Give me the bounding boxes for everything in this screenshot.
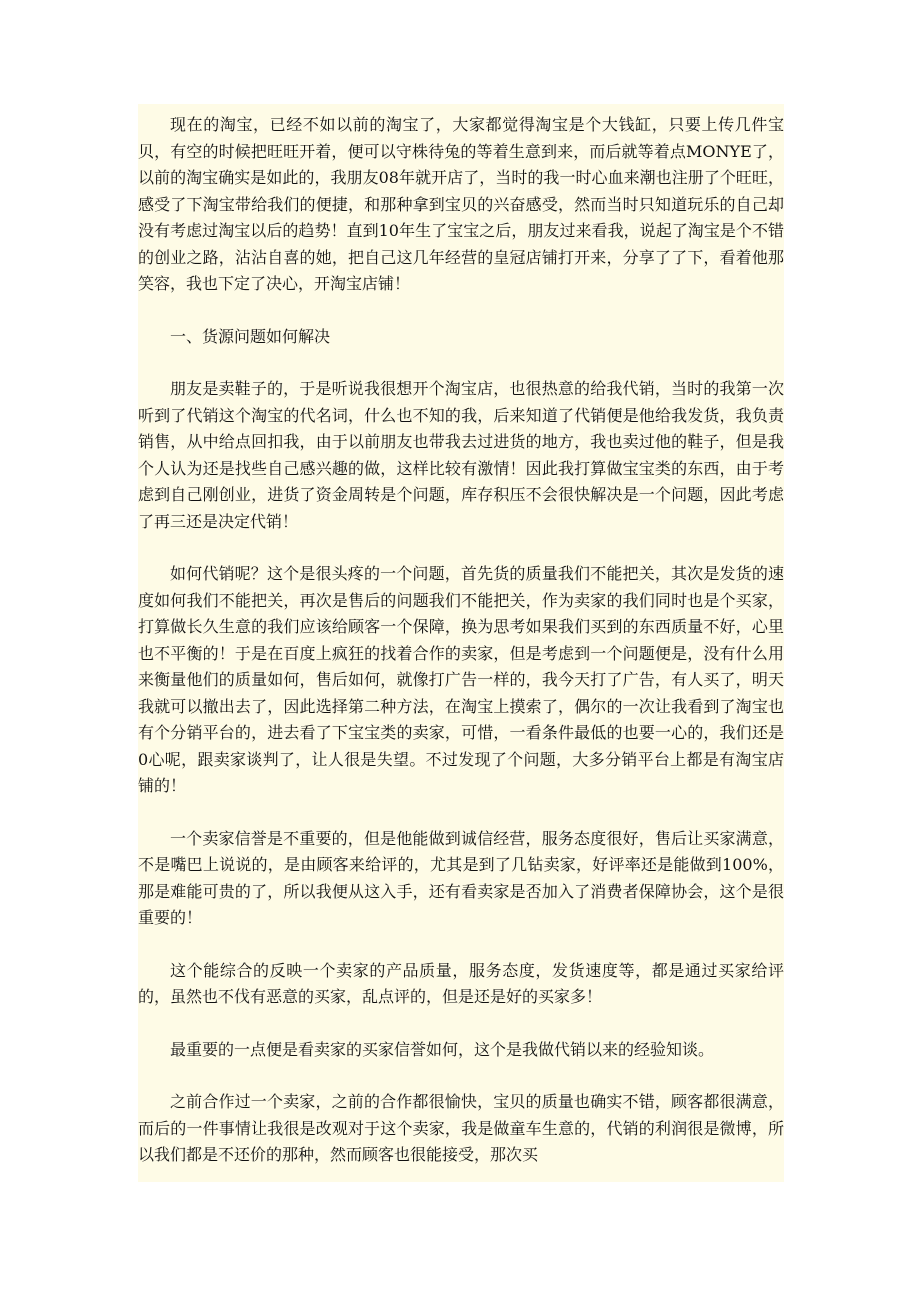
paragraph-gap — [138, 1063, 784, 1089]
document-body — [138, 112, 784, 1169]
paragraph-key-point: 最重要的一点便是看卖家的买家信誉如何，这个是我做代销以来的经验知谈。 — [170, 1039, 715, 1059]
paragraph-seller-credit: 一个卖家信誉是不重要的，但是他能做到诚信经营，服务态度很好，售后让买家满意，不是嘴巴上说说的，是由顾客来给评的，尤其是到了几钻卖家，好评率还是能做到100%，那是难能可贵的了，所以我便从这入手，还有看卖家是否加入了消费者保障协会，这个是很重要的！ — [138, 828, 784, 927]
paragraph-gap — [138, 1011, 784, 1037]
paragraph-supplier: 朋友是卖鞋子的，于是听说我很想开个淘宝店，也很热意的给我代销，当时的我第一次听到了代销这个淘宝的代名词，什么也不知的我，后来知道了代销便是他给我发货，我负责销售，从中给点回扣我，由于以前朋友也带我去过进货的地方，我也卖过他的鞋子，但是我个人认为还是找些自己感兴趣的做，这样比较有激情！因此我打算做宝宝类的东西，由于考虑到自己刚创业，进货了资金周转是个问题，库存积压不会很快解决是一个问题，因此考虑了再三还是决定代销！ — [138, 379, 784, 531]
paragraph-ratings: 这个能综合的反映一个卖家的产品质量，服务态度，发货速度等，都是通过买家给评的，虽然也不伐有恶意的买家，乱点评的，但是还是好的买家多！ — [138, 960, 784, 1006]
paragraph-gap — [138, 932, 784, 958]
paragraph-gap — [138, 535, 784, 561]
paragraph-intro: 现在的淘宝，已经不如以前的淘宝了，大家都觉得淘宝是个大钱缸，只要上传几件宝贝，有空的时候把旺旺开着，便可以守株待兔的等着生意到来，而后就等着点MONYE了，以前的淘宝确实是如此的，我朋友08年就开店了，当时的我一时心血来潮也注册了个旺旺，感受了下淘宝带给我们的便捷，和那种拿到宝贝的兴奋感受，然而当时只知道玩乐的自己却没有考虑过淘宝以后的趋势！直到10年生了宝宝之后，朋友过来看我，说起了淘宝是个不错的创业之路，沾沾自喜的她，把自己这几年经营的皇冠店铺打开来，分享了了下，看着他那笑容，我也下定了决心，开淘宝店铺！ — [138, 115, 784, 293]
section-heading: 一、货源问题如何解决 — [170, 326, 331, 346]
paragraph-gap — [138, 350, 784, 376]
paragraph-experience: 之前合作过一个卖家，之前的合作都很愉快，宝贝的质量也确实不错，顾客都很满意，而后的一件事情让我很是改观对于这个卖家，我是做童车生意的，代销的利润很是微博，所以我们都是不还价的那种，然而顾客也很能接受，那次买 — [138, 1092, 784, 1164]
paragraph-gap — [138, 298, 784, 324]
paragraph-how-to-resell: 如何代销呢？这个是很头疼的一个问题，首先货的质量我们不能把关，其次是发货的速度如何我们不能把关，再次是售后的问题我们不能把关，作为卖家的我们同时也是个买家，打算做长久生意的我们应该给顾客一个保障，换为思考如果我们买到的东西质量不好，心里也不平衡的！于是在百度上疯狂的找着合作的卖家，但是考虑到一个问题便是，没有什么用来衡量他们的质量如何，售后如何，就像打广告一样的，我今天打了广告，有人买了，明天我就可以撤出去了，因此选择第二种方法，在淘宝上摸索了，偶尔的一次让我看到了淘宝也有个分销平台的，进去看了下宝宝类的卖家，可惜，一看条件最低的也要一心的，我们还是0心呢，跟卖家谈判了，让人很是失望。不过发现了个问题，大多分销平台上都是有淘宝店铺的！ — [138, 564, 784, 795]
paragraph-gap — [138, 800, 784, 826]
document-page — [138, 104, 784, 1182]
